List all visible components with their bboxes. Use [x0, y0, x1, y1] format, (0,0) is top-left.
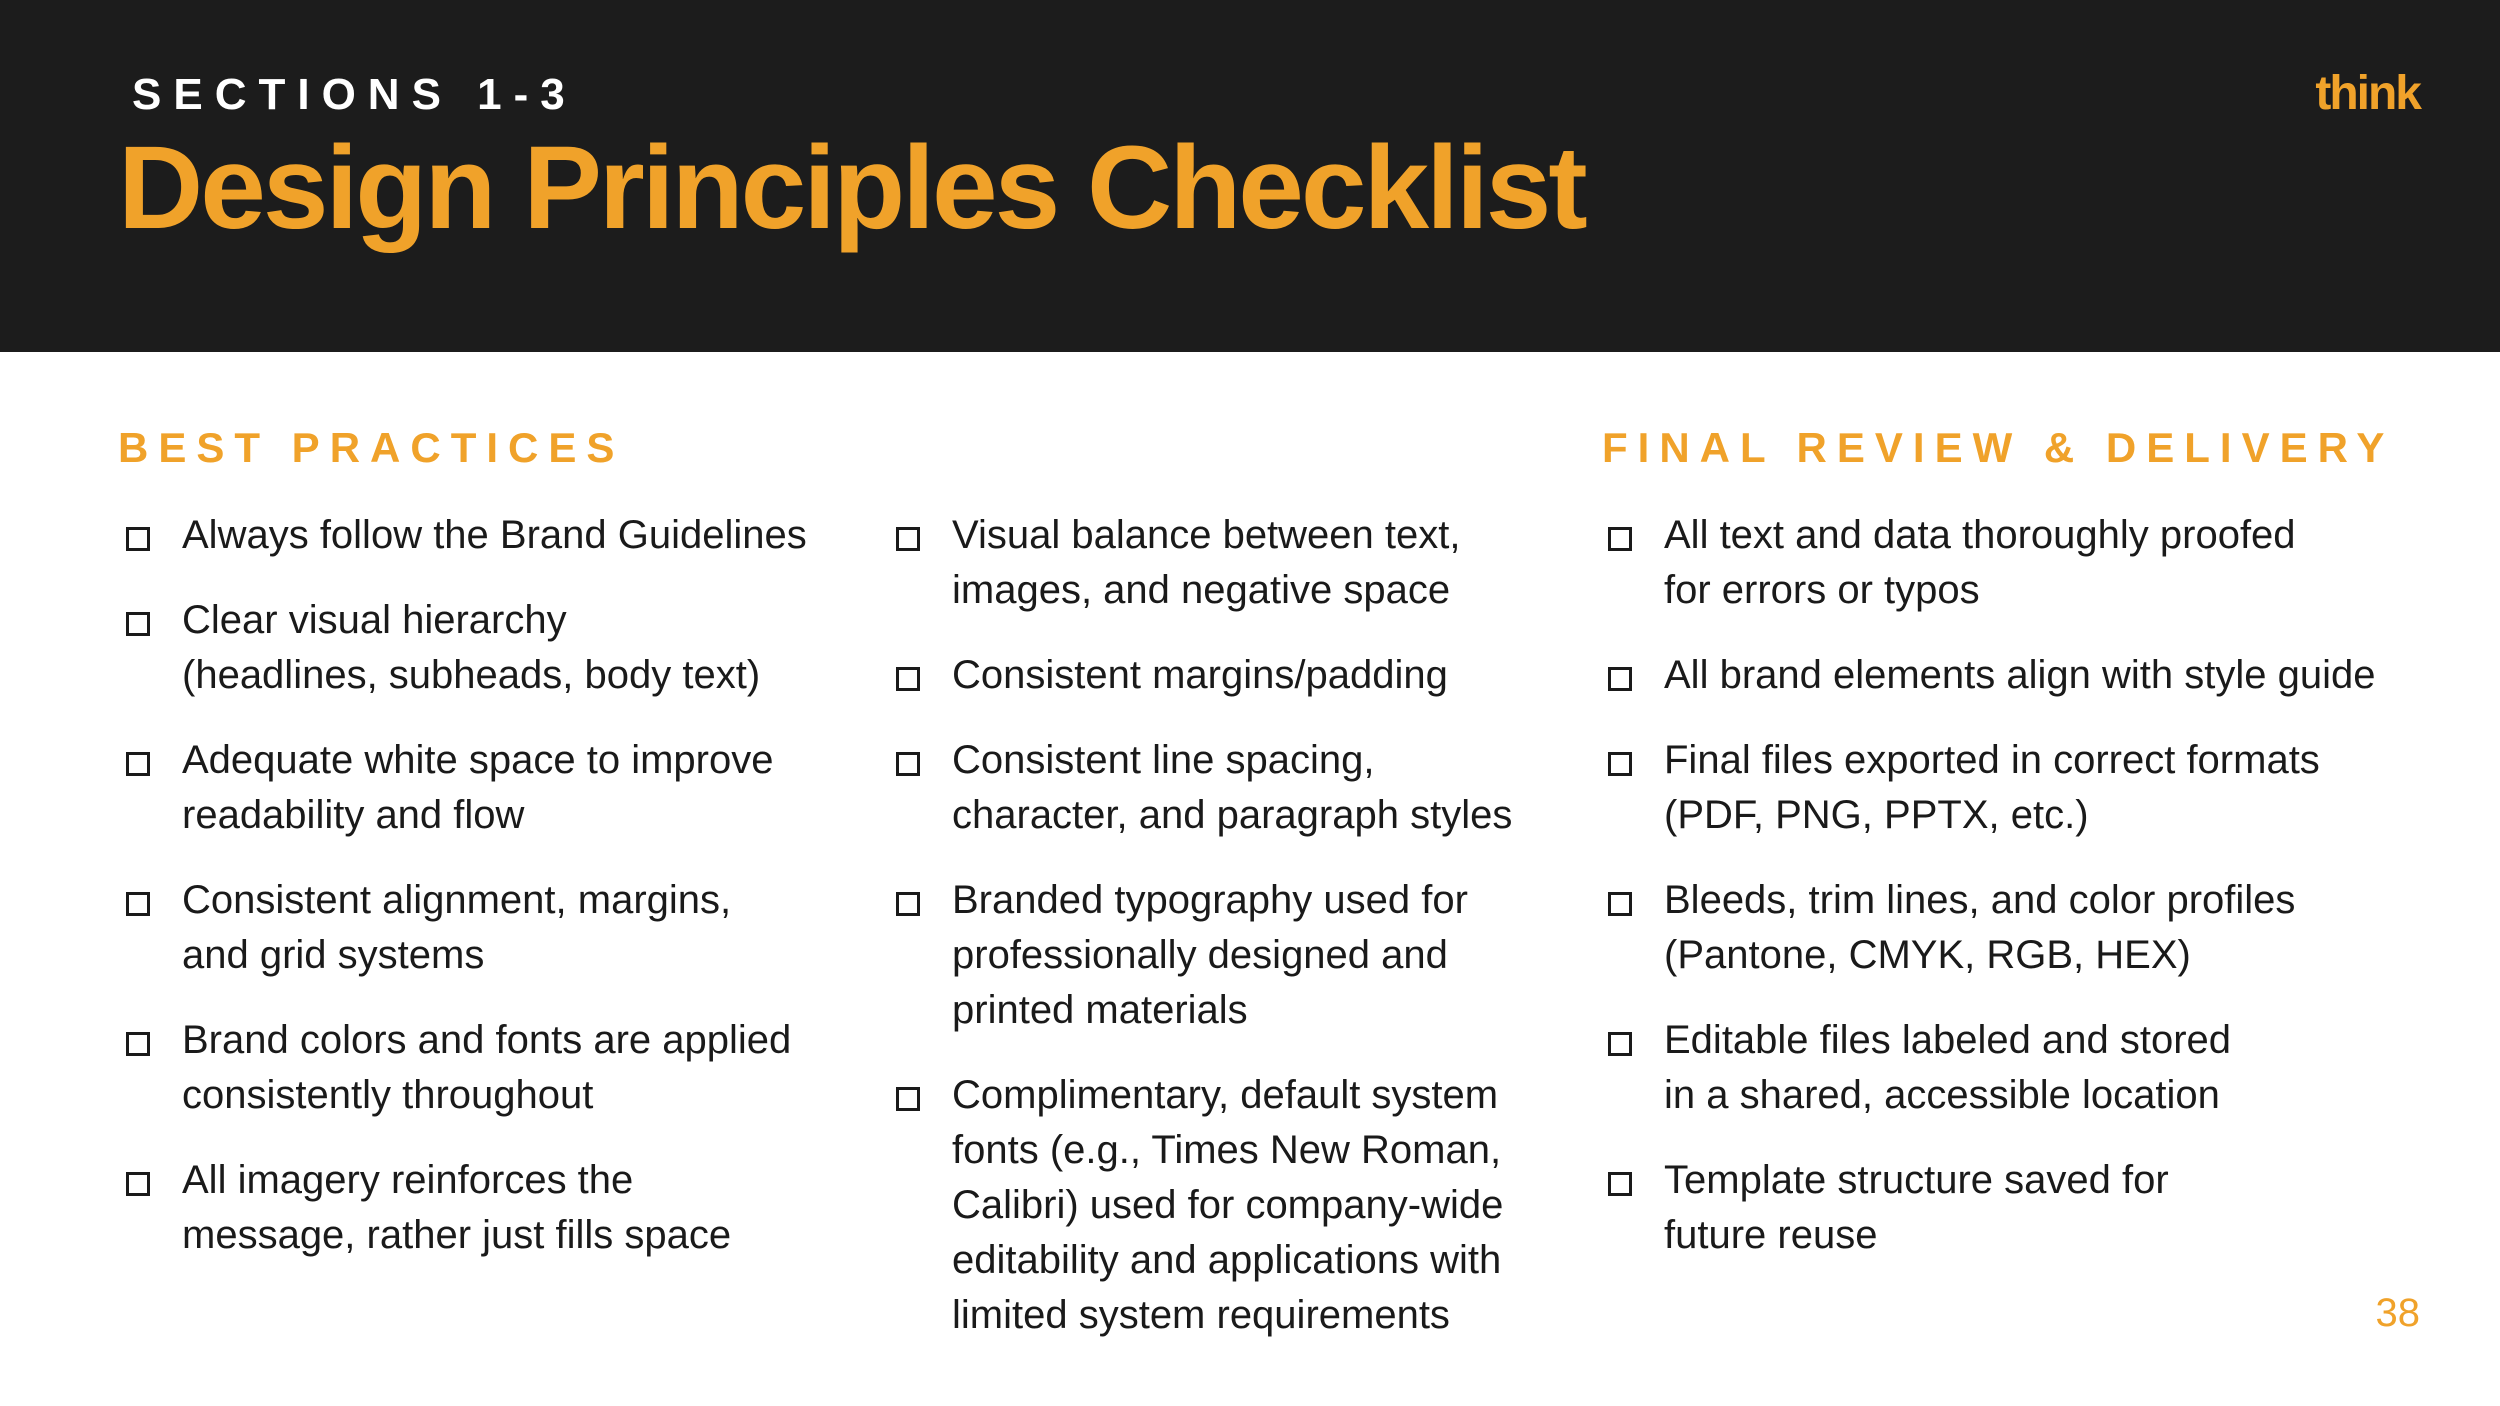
checklist-item: Template structure saved for future reuse: [1608, 1153, 2428, 1263]
checkbox-icon[interactable]: [1608, 752, 1632, 776]
checkbox-icon[interactable]: [896, 527, 920, 551]
checkbox-icon[interactable]: [896, 892, 920, 916]
page-number: 38: [2375, 1291, 2420, 1335]
checkbox-icon[interactable]: [126, 1032, 150, 1056]
checklist-item: Branded typography used for professionally designed and printed materials: [896, 873, 1596, 1038]
final-review-heading: FINAL REVIEW & DELIVERY: [1602, 424, 2395, 471]
checkbox-icon[interactable]: [896, 667, 920, 691]
best-practices-column-1: [126, 508, 886, 1293]
best-practices-column-2: [896, 508, 1596, 1373]
checklist-item: Consistent margins/padding: [896, 648, 1596, 703]
checkbox-icon[interactable]: [1608, 667, 1632, 691]
checkbox-icon[interactable]: [896, 752, 920, 776]
checklist-item: Clear visual hierarchy (headlines, subheads, body text): [126, 593, 886, 703]
best-practices-heading: BEST PRACTICES: [118, 424, 625, 471]
checklist-item: Brand colors and fonts are applied consistently throughout: [126, 1013, 886, 1123]
checkbox-icon[interactable]: [126, 752, 150, 776]
checklist-item: Consistent alignment, margins, and grid systems: [126, 873, 886, 983]
sections-eyebrow: SECTIONS 1-3: [132, 70, 577, 119]
checkbox-icon[interactable]: [896, 1087, 920, 1111]
checkbox-icon[interactable]: [126, 612, 150, 636]
header-band: [0, 0, 2500, 352]
checkbox-icon[interactable]: [1608, 1032, 1632, 1056]
checklist-item: Adequate white space to improve readability and flow: [126, 733, 886, 843]
checklist-item: Bleeds, trim lines, and color profiles (Pantone, CMYK, RGB, HEX): [1608, 873, 2428, 983]
checkbox-icon[interactable]: [1608, 527, 1632, 551]
checkbox-icon[interactable]: [1608, 892, 1632, 916]
checkbox-icon[interactable]: [126, 892, 150, 916]
brand-logo: think: [2315, 67, 2420, 120]
checkbox-icon[interactable]: [126, 527, 150, 551]
checklist-item: Editable files labeled and stored in a shared, accessible location: [1608, 1013, 2428, 1123]
checklist-item: All imagery reinforces the message, rather just fills space: [126, 1153, 886, 1263]
checklist-item: Final files exported in correct formats (PDF, PNG, PPTX, etc.): [1608, 733, 2428, 843]
checkbox-icon[interactable]: [1608, 1172, 1632, 1196]
page-title: Design Principles Checklist: [118, 122, 1585, 254]
final-review-column: [1608, 508, 2428, 1293]
checklist-item: Consistent line spacing, character, and paragraph styles: [896, 733, 1596, 843]
checklist-item: Visual balance between text, images, and negative space: [896, 508, 1596, 618]
checklist-item: All brand elements align with style guide: [1608, 648, 2428, 703]
checklist-item: Always follow the Brand Guidelines: [126, 508, 886, 563]
checkbox-icon[interactable]: [126, 1172, 150, 1196]
checklist-item: Complimentary, default system fonts (e.g., Times New Roman, Calibri) used for company-wide editability and applications with limited system requirements: [896, 1068, 1596, 1343]
checklist-item: All text and data thoroughly proofed for errors or typos: [1608, 508, 2428, 618]
